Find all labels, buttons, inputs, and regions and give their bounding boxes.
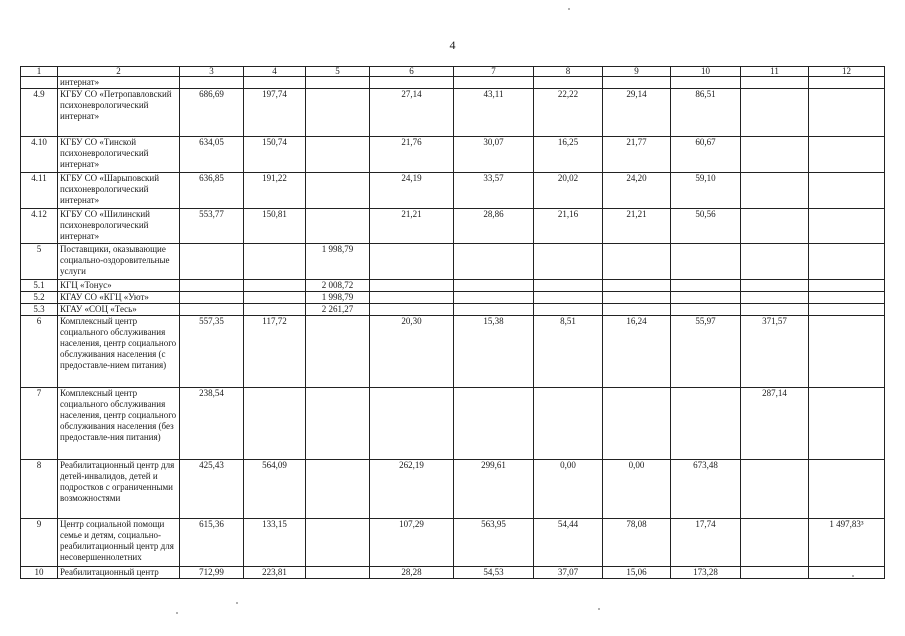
cell-value <box>671 243 741 279</box>
row-number: 10 <box>21 566 58 578</box>
cell-value <box>306 88 370 136</box>
cell-value <box>454 243 534 279</box>
cell-value <box>370 291 454 303</box>
cell-value: 371,57 <box>741 315 809 387</box>
cell-value <box>454 387 534 459</box>
cell-value: 686,69 <box>180 88 244 136</box>
cell-value <box>741 136 809 172</box>
cell-value: 238,54 <box>180 387 244 459</box>
cell-value: 262,19 <box>370 459 454 518</box>
cell-value: 29,14 <box>603 88 671 136</box>
cell-value <box>603 279 671 291</box>
cell-value: 28,86 <box>454 208 534 243</box>
row-number: 4.11 <box>21 172 58 208</box>
cell-value <box>244 303 306 315</box>
cell-value: 615,36 <box>180 518 244 566</box>
cell-value: 299,61 <box>454 459 534 518</box>
cell-value: 17,74 <box>671 518 741 566</box>
cell-value <box>603 291 671 303</box>
scan-speck <box>852 575 854 577</box>
column-header: 8 <box>534 67 603 77</box>
cell-value <box>603 77 671 89</box>
cell-value: 0,00 <box>603 459 671 518</box>
cell-value <box>809 387 885 459</box>
cell-value <box>809 243 885 279</box>
row-number: 9 <box>21 518 58 566</box>
cell-value <box>306 77 370 89</box>
cell-value: 197,74 <box>244 88 306 136</box>
cell-value: 563,95 <box>454 518 534 566</box>
table-row <box>21 279 885 291</box>
tariff-table <box>20 66 885 579</box>
cell-value <box>534 77 603 89</box>
cell-value <box>809 77 885 89</box>
cell-value <box>809 459 885 518</box>
cell-value: 21,77 <box>603 136 671 172</box>
cell-value: 1 998,79 <box>306 291 370 303</box>
cell-value: 1 497,83³ <box>809 518 885 566</box>
provider-name: Центр социальной помощи семье и детям, социально-реабилитационный центр для несовершеннолетних <box>58 518 180 566</box>
cell-value <box>671 303 741 315</box>
column-header: 5 <box>306 67 370 77</box>
cell-value: 43,11 <box>454 88 534 136</box>
cell-value: 24,19 <box>370 172 454 208</box>
cell-value: 191,22 <box>244 172 306 208</box>
cell-value: 107,29 <box>370 518 454 566</box>
provider-name: интернат» <box>58 77 180 89</box>
scan-speck <box>236 602 238 604</box>
cell-value: 86,51 <box>671 88 741 136</box>
row-number: 7 <box>21 387 58 459</box>
cell-value: 673,48 <box>671 459 741 518</box>
cell-value: 37,07 <box>534 566 603 578</box>
cell-value <box>306 566 370 578</box>
cell-value <box>180 243 244 279</box>
cell-value <box>306 387 370 459</box>
cell-value <box>741 459 809 518</box>
cell-value: 564,09 <box>244 459 306 518</box>
table-row <box>21 291 885 303</box>
cell-value: 2 008,72 <box>306 279 370 291</box>
cell-value <box>370 387 454 459</box>
cell-value <box>741 279 809 291</box>
cell-value: 133,15 <box>244 518 306 566</box>
cell-value: 24,20 <box>603 172 671 208</box>
table-row <box>21 243 885 279</box>
row-number: 5.3 <box>21 303 58 315</box>
cell-value <box>741 243 809 279</box>
cell-value: 712,99 <box>180 566 244 578</box>
cell-value <box>306 315 370 387</box>
provider-name: Комплексный центр социального обслуживания населения, центр социального обслуживания населения (без предоставле-ния питания) <box>58 387 180 459</box>
cell-value <box>741 208 809 243</box>
cell-value <box>244 387 306 459</box>
cell-value <box>603 243 671 279</box>
cell-value <box>306 136 370 172</box>
row-number: 4.10 <box>21 136 58 172</box>
row-number: 5 <box>21 243 58 279</box>
provider-name: КГАУ СО «КГЦ «Уют» <box>58 291 180 303</box>
cell-value: 60,67 <box>671 136 741 172</box>
table-row <box>21 208 885 243</box>
cell-value <box>244 77 306 89</box>
cell-value: 54,44 <box>534 518 603 566</box>
cell-value <box>671 291 741 303</box>
cell-value <box>370 243 454 279</box>
cell-value <box>603 303 671 315</box>
column-header: 12 <box>809 67 885 77</box>
row-number: 8 <box>21 459 58 518</box>
column-header: 9 <box>603 67 671 77</box>
table-row <box>21 387 885 459</box>
table-row <box>21 77 885 89</box>
cell-value: 28,28 <box>370 566 454 578</box>
cell-value <box>180 291 244 303</box>
column-header: 4 <box>244 67 306 77</box>
cell-value <box>534 243 603 279</box>
row-number <box>21 77 58 89</box>
cell-value: 16,24 <box>603 315 671 387</box>
cell-value: 78,08 <box>603 518 671 566</box>
cell-value: 117,72 <box>244 315 306 387</box>
cell-value <box>809 208 885 243</box>
provider-name: КГЦ «Тонус» <box>58 279 180 291</box>
provider-name: Поставщики, оказывающие социально-оздоровительные услуги <box>58 243 180 279</box>
row-number: 5.2 <box>21 291 58 303</box>
cell-value: 50,56 <box>671 208 741 243</box>
cell-value <box>741 77 809 89</box>
cell-value: 287,14 <box>741 387 809 459</box>
cell-value: 15,38 <box>454 315 534 387</box>
cell-value: 16,25 <box>534 136 603 172</box>
cell-value <box>741 291 809 303</box>
cell-value <box>244 279 306 291</box>
cell-value <box>244 291 306 303</box>
cell-value: 557,35 <box>180 315 244 387</box>
cell-value <box>180 279 244 291</box>
cell-value: 636,85 <box>180 172 244 208</box>
table-row <box>21 172 885 208</box>
cell-value <box>306 518 370 566</box>
cell-value: 20,02 <box>534 172 603 208</box>
cell-value <box>306 172 370 208</box>
cell-value: 425,43 <box>180 459 244 518</box>
row-number: 4.9 <box>21 88 58 136</box>
provider-name: КГБУ СО «Шарыповский психоневрологический интернат» <box>58 172 180 208</box>
cell-value <box>671 279 741 291</box>
cell-value <box>809 566 885 578</box>
cell-value <box>809 279 885 291</box>
cell-value: 54,53 <box>454 566 534 578</box>
scan-speck <box>176 612 178 614</box>
cell-value <box>534 303 603 315</box>
cell-value: 15,06 <box>603 566 671 578</box>
table-row <box>21 566 885 578</box>
table-row <box>21 303 885 315</box>
row-number: 4.12 <box>21 208 58 243</box>
cell-value: 20,30 <box>370 315 454 387</box>
cell-value: 59,10 <box>671 172 741 208</box>
page-number: 4 <box>449 38 456 52</box>
cell-value <box>741 566 809 578</box>
column-header: 10 <box>671 67 741 77</box>
table-row <box>21 136 885 172</box>
row-number: 6 <box>21 315 58 387</box>
table-row <box>21 315 885 387</box>
cell-value: 21,21 <box>603 208 671 243</box>
cell-value: 33,57 <box>454 172 534 208</box>
cell-value <box>809 303 885 315</box>
cell-value: 21,76 <box>370 136 454 172</box>
column-header: 3 <box>180 67 244 77</box>
provider-name: Реабилитационный центр <box>58 566 180 578</box>
cell-value: 223,81 <box>244 566 306 578</box>
provider-name: КГАУ «СОЦ «Тесь» <box>58 303 180 315</box>
cell-value <box>180 303 244 315</box>
cell-value: 55,97 <box>671 315 741 387</box>
cell-value: 22,22 <box>534 88 603 136</box>
provider-name: Реабилитационный центр для детей-инвалидов, детей и подростков с ограниченными возможностями <box>58 459 180 518</box>
cell-value <box>809 88 885 136</box>
cell-value: 553,77 <box>180 208 244 243</box>
cell-value: 0,00 <box>534 459 603 518</box>
column-header: 7 <box>454 67 534 77</box>
cell-value <box>809 291 885 303</box>
cell-value <box>671 77 741 89</box>
cell-value <box>741 88 809 136</box>
cell-value <box>244 243 306 279</box>
table-row <box>21 518 885 566</box>
table-row <box>21 459 885 518</box>
cell-value <box>534 291 603 303</box>
column-number-row <box>21 67 885 77</box>
cell-value <box>809 315 885 387</box>
cell-value <box>306 208 370 243</box>
cell-value <box>454 279 534 291</box>
row-number: 5.1 <box>21 279 58 291</box>
cell-value: 2 261,27 <box>306 303 370 315</box>
cell-value <box>306 459 370 518</box>
cell-value <box>603 387 671 459</box>
cell-value: 8,51 <box>534 315 603 387</box>
column-header: 1 <box>21 67 58 77</box>
column-header: 2 <box>58 67 180 77</box>
provider-name: КГБУ СО «Петропавловский психоневрологический интернат» <box>58 88 180 136</box>
scan-speck <box>568 8 570 10</box>
cell-value: 150,74 <box>244 136 306 172</box>
provider-name: КГБУ СО «Тинской психоневрологический интернат» <box>58 136 180 172</box>
cell-value <box>741 172 809 208</box>
column-header: 11 <box>741 67 809 77</box>
cell-value <box>671 387 741 459</box>
cell-value <box>370 303 454 315</box>
provider-name: КГБУ СО «Шилинский психоневрологический интернат» <box>58 208 180 243</box>
cell-value: 27,14 <box>370 88 454 136</box>
cell-value: 173,28 <box>671 566 741 578</box>
provider-name: Комплексный центр социального обслуживания населения, центр социального обслуживания населения (с предоставле-нием питания) <box>58 315 180 387</box>
cell-value <box>809 136 885 172</box>
cell-value: 30,07 <box>454 136 534 172</box>
cell-value <box>809 172 885 208</box>
cell-value <box>454 77 534 89</box>
cell-value <box>534 387 603 459</box>
cell-value <box>741 303 809 315</box>
column-header: 6 <box>370 67 454 77</box>
cell-value <box>370 77 454 89</box>
cell-value <box>454 291 534 303</box>
cell-value <box>454 303 534 315</box>
cell-value: 1 998,79 <box>306 243 370 279</box>
cell-value <box>534 279 603 291</box>
cell-value <box>180 77 244 89</box>
cell-value <box>741 518 809 566</box>
table-row <box>21 88 885 136</box>
cell-value: 21,21 <box>370 208 454 243</box>
cell-value <box>370 279 454 291</box>
cell-value: 150,81 <box>244 208 306 243</box>
cell-value: 634,05 <box>180 136 244 172</box>
scan-speck <box>598 608 600 610</box>
cell-value: 21,16 <box>534 208 603 243</box>
